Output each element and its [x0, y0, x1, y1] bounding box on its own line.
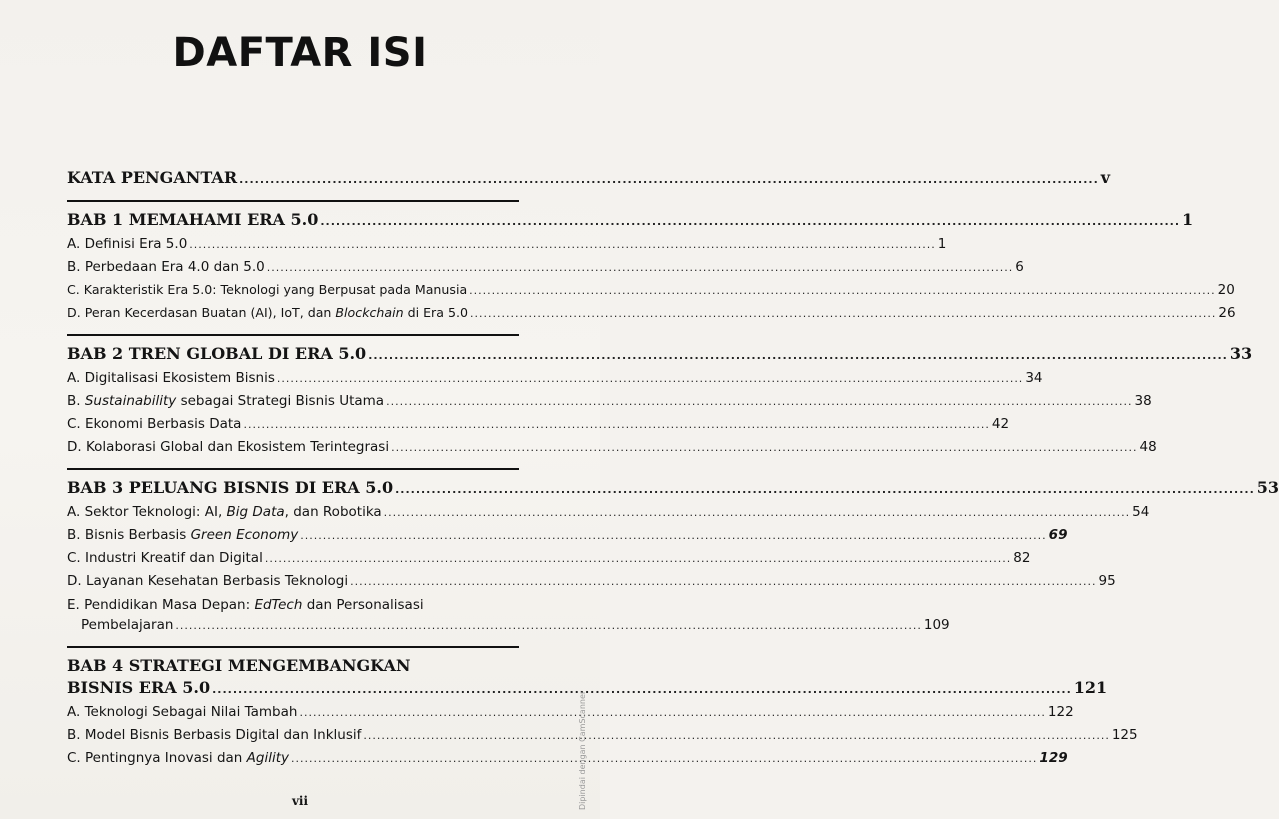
entry-page: v	[1100, 168, 1111, 187]
dot-leader: ......................................................................................................................................................................	[350, 575, 1097, 588]
entry-page: 20	[1217, 282, 1235, 298]
dot-leader: ......................................................................................................................................................................	[212, 683, 1072, 696]
entry-page: 1	[1182, 210, 1194, 229]
toc-entry-bab-1[interactable]	[67, 210, 1194, 236]
entry-label-text: B. Bisnis Berbasis	[67, 527, 191, 543]
entry-label-emphasis: Green Economy	[190, 527, 299, 543]
entry-page: 48	[1139, 439, 1157, 455]
entry-label-text: C. Pentingnya Inovasi dan	[67, 750, 247, 766]
entry-label: A. Teknologi Sebagai Nilai Tambah	[67, 704, 298, 720]
toc-entry-3e-continued[interactable]	[67, 617, 950, 640]
entry-label	[67, 504, 382, 520]
entry-label-emphasis: Agility	[246, 750, 289, 766]
dot-leader: ......................................................................................................................................................................	[469, 284, 1216, 297]
section-divider	[67, 200, 519, 202]
entry-label	[67, 393, 384, 409]
entry-label: B. Model Bisnis Berbasis Digital dan Inklusif	[67, 727, 362, 743]
toc-entry-3a[interactable]	[67, 504, 1150, 527]
entry-label: KATA PENGANTAR	[67, 168, 238, 187]
entry-page: 54	[1132, 504, 1150, 520]
entry-page: 26	[1218, 305, 1236, 321]
dot-leader: ......................................................................................................................................................................	[239, 173, 1099, 186]
dot-leader: ......................................................................................................................................................................	[391, 441, 1138, 454]
toc-entry-kata-pengantar[interactable]	[67, 168, 1111, 194]
toc-entry-1b[interactable]	[67, 259, 1024, 282]
entry-label-emphasis: Blockchain	[335, 305, 404, 320]
entry-label: BAB 4 STRATEGI MENGEMBANGKAN	[67, 656, 411, 675]
entry-label-text: di Era 5.0	[403, 305, 468, 320]
entry-label	[67, 305, 468, 320]
entry-page: 33	[1229, 344, 1253, 363]
entry-page: 125	[1111, 727, 1138, 743]
dot-leader: ......................................................................................................................................................................	[320, 215, 1181, 228]
entry-label-text: , dan Robotika	[284, 504, 382, 520]
toc-entry-1d[interactable]	[67, 305, 1236, 328]
dot-leader: ......................................................................................................................................................................	[189, 238, 936, 251]
dot-leader: ......................................................................................................................................................................	[299, 706, 1046, 719]
entry-label: C. Karakteristik Era 5.0: Teknologi yang Berpusat pada Manusia	[67, 282, 468, 297]
toc-entry-2a[interactable]	[67, 370, 1043, 393]
dot-leader: ......................................................................................................................................................................	[243, 418, 990, 431]
section-divider	[67, 468, 519, 470]
toc-entry-4c[interactable]	[67, 750, 1068, 773]
entry-page: 38	[1134, 393, 1152, 409]
entry-label: Pembelajaran	[81, 617, 174, 633]
entry-label	[67, 527, 298, 543]
toc-entry-bab-3[interactable]	[67, 478, 1279, 504]
entry-label: C. Industri Kreatif dan Digital	[67, 550, 263, 566]
dot-leader: ......................................................................................................................................................................	[276, 372, 1024, 385]
dot-leader: ......................................................................................................................................................................	[469, 307, 1217, 320]
entry-page: 34	[1025, 370, 1043, 386]
scanner-watermark-text: Dipindai dengan CamScanner	[578, 690, 587, 810]
dot-leader: ......................................................................................................................................................................	[300, 529, 1047, 542]
entry-label-text: E. Pendidikan Masa Depan:	[67, 597, 255, 613]
toc-entry-3e[interactable]	[67, 597, 519, 617]
entry-label-emphasis: EdTech	[254, 597, 303, 613]
section-divider	[67, 646, 519, 648]
toc-entry-3b[interactable]	[67, 527, 1068, 550]
entry-label	[67, 597, 424, 613]
toc-entry-4b[interactable]	[67, 727, 1138, 750]
toc-entry-bab-4[interactable]	[67, 656, 519, 678]
entry-label: A. Digitalisasi Ekosistem Bisnis	[67, 370, 275, 386]
entry-page: 95	[1098, 573, 1116, 589]
dot-leader: ......................................................................................................................................................................	[266, 261, 1014, 274]
dot-leader: ......................................................................................................................................................................	[383, 506, 1131, 519]
entry-label: D. Kolaborasi Global dan Ekosistem Terintegrasi	[67, 439, 390, 455]
entry-label: C. Ekonomi Berbasis Data	[67, 416, 242, 432]
entry-label-text: dan Personalisasi	[302, 597, 424, 613]
entry-label: A. Definisi Era 5.0	[67, 236, 188, 252]
toc-entry-3c[interactable]	[67, 550, 1031, 573]
entry-label: BAB 3 PELUANG BISNIS DI ERA 5.0	[67, 478, 394, 497]
toc-entry-bab-4-continued[interactable]	[67, 678, 1108, 704]
entry-page: 69	[1048, 527, 1068, 543]
entry-label: BAB 2 TREN GLOBAL DI ERA 5.0	[67, 344, 367, 363]
entry-page: 121	[1073, 678, 1108, 697]
section-divider	[67, 334, 519, 336]
entry-page: 6	[1015, 259, 1024, 275]
toc-entry-4a[interactable]	[67, 704, 1074, 727]
scanner-watermark	[578, 682, 592, 810]
entry-label: BISNIS ERA 5.0	[67, 678, 211, 697]
toc-entry-2c[interactable]	[67, 416, 1010, 439]
page-number: vii	[291, 794, 309, 808]
toc-entry-bab-2[interactable]	[67, 344, 1253, 370]
entry-label-text: sebagai Strategi Bisnis Utama	[176, 393, 385, 409]
entry-label	[67, 750, 289, 766]
entry-page: 1	[937, 236, 947, 252]
dot-leader: ......................................................................................................................................................................	[290, 752, 1038, 765]
entry-page: 109	[923, 617, 950, 633]
dot-leader: ......................................................................................................................................................................	[368, 349, 1228, 362]
entry-label: B. Perbedaan Era 4.0 dan 5.0	[67, 259, 265, 275]
entry-label: BAB 1 MEMAHAMI ERA 5.0	[67, 210, 319, 229]
toc-entry-2b[interactable]	[67, 393, 1152, 416]
page-title: DAFTAR ISI	[172, 30, 428, 76]
dot-leader: ......................................................................................................................................................................	[395, 483, 1255, 496]
dot-leader: ......................................................................................................................................................................	[264, 552, 1012, 565]
toc-entry-1c[interactable]	[67, 282, 1235, 305]
toc-entry-1a[interactable]	[67, 236, 947, 259]
entry-page: 129	[1039, 750, 1068, 766]
entry-page: 122	[1047, 704, 1074, 720]
entry-label-text: B.	[67, 393, 85, 409]
entry-label-emphasis: Sustainability	[84, 393, 177, 409]
toc-entry-2d[interactable]	[67, 439, 1157, 462]
entry-label-text: D. Peran Kecerdasan Buatan (AI), IoT, dan	[67, 305, 336, 320]
entry-label-emphasis: Big Data	[226, 504, 285, 520]
entry-page: 53	[1256, 478, 1279, 497]
dot-leader: ......................................................................................................................................................................	[386, 395, 1133, 408]
entry-page: 82	[1013, 550, 1031, 566]
entry-label-text: A. Sektor Teknologi: AI,	[67, 504, 227, 520]
dot-leader: ......................................................................................................................................................................	[363, 729, 1110, 742]
toc-entry-3d[interactable]	[67, 573, 1116, 596]
entry-label: D. Layanan Kesehatan Berbasis Teknologi	[67, 573, 349, 589]
dot-leader: ......................................................................................................................................................................	[175, 619, 922, 632]
entry-page: 42	[991, 416, 1010, 432]
